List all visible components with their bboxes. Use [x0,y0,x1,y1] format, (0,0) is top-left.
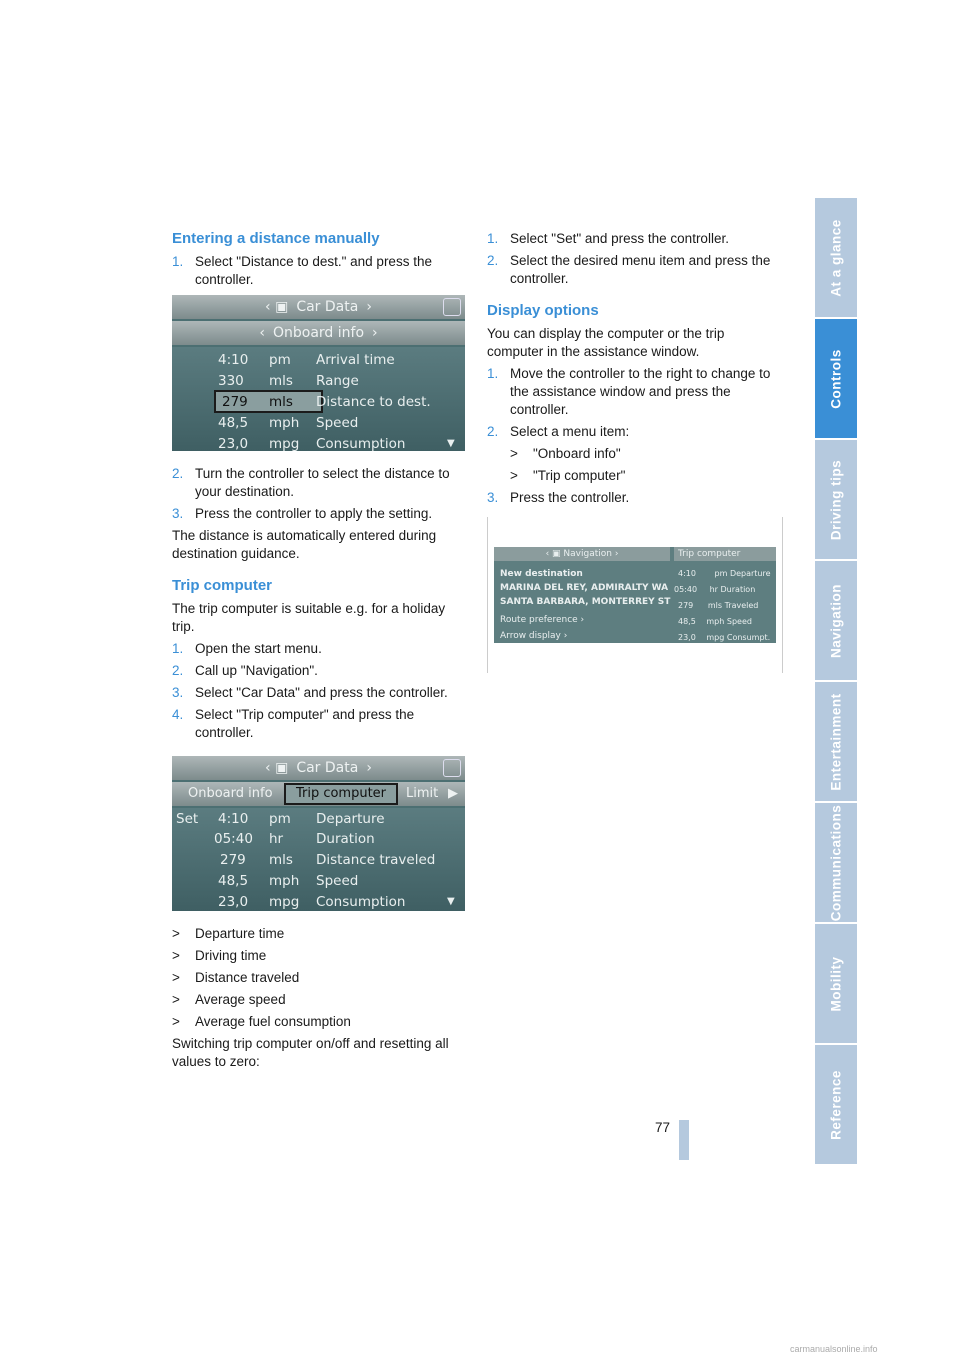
table-row: 05:40 hr Duration [214,831,375,847]
table-row: Set 4:10 pm Departure [176,811,385,827]
table-row: 05:40 hr Duration [674,585,756,594]
tab-controls[interactable]: Controls [815,319,857,438]
list-item: SANTA BARBARA, MONTERREY ST [500,597,671,607]
scroll-down-icon: ▼ [447,438,455,449]
tab-mobility[interactable]: Mobility [815,924,857,1043]
table-row: 279 mls Traveled [678,601,759,610]
screen-header-car-data: ‹ ▣ Car Data › [172,295,465,319]
tab-driving-tips[interactable]: Driving tips [815,440,857,559]
paragraph: You can display the computer or the trip computer in the assistance window. [487,326,725,359]
screen-rows [172,347,465,451]
table-row: 23,0 mpg Consumpt. [678,633,771,642]
left-column [172,230,468,1075]
table-row: 23,0 mpg Consumption ▼ [218,894,455,910]
list-item: MARINA DEL REY, ADMIRALTY WA [500,583,669,593]
bullet-item: > "Onboard info" [510,446,621,461]
screen-inner [494,547,776,643]
bullet-item: > Departure time [172,926,285,941]
page-number: 77 [654,1120,670,1135]
nav-header: ‹ ▣ Navigation › [494,547,670,561]
step: 3. Press the controller to apply the setting. [172,506,433,521]
section-title-distance: Entering a distance manually [172,230,380,247]
step: 1. Select "Distance to dest." and press the controller. [172,254,432,287]
paragraph: The distance is automatically entered during destination guidance. [172,528,437,561]
step: 1. Open the start menu. [172,641,322,656]
list-item: Route preference › [500,615,585,625]
screen-rows [172,808,465,911]
step: 2. Turn the controller to select the distance to your destination. [172,466,450,499]
step: 2. Select a menu item: [487,424,630,439]
step: 1. Move the controller to the right to change to the assistance window and press the controller. [487,366,771,417]
bullet-item: > Average speed [172,992,286,1007]
section-title-display-options: Display options [487,302,599,319]
step: 1. Select "Set" and press the controller. [487,231,729,246]
page-marker [679,1120,689,1160]
bullet-item: > Driving time [172,948,267,963]
trip-rows [674,563,776,643]
bullet-item: > "Trip computer" [510,468,626,483]
screen-assistance-window [487,517,783,673]
footer-watermark: carmanualsonline.info [790,1344,878,1354]
table-row: 48,5 mph Speed [678,617,752,626]
screen-trip-computer [172,756,465,911]
right-column [487,230,781,673]
step: 3. Press the controller. [487,490,630,505]
paragraph: The trip computer is suitable e.g. for a holiday trip. [172,601,446,634]
bullet-item: > Average fuel consumption [172,1014,351,1029]
section-title-trip-computer: Trip computer [172,577,273,594]
screen-header-onboard: ‹ Onboard info › [172,321,465,345]
tab-navigation[interactable]: Navigation [815,561,857,680]
screen-tabs: Onboard info Trip computer Limit ▶ [172,782,465,806]
tab-at-a-glance[interactable]: At a glance [815,198,857,317]
table-row: 4:10 pm Arrival time [218,352,395,368]
step: 4. Select "Trip computer" and press the controller. [172,707,415,740]
screen-onboard-info [172,295,465,451]
table-row: 23,0 mpg Consumption ▼ [218,436,455,451]
arrow-right-icon: ▶ [448,786,458,801]
table-row: 330 mls Range [218,373,359,389]
table-row: 279 mls Distance to dest. [172,392,465,412]
tab-reference[interactable]: Reference [815,1045,857,1164]
trip-header: Trip computer [674,547,776,561]
table-row: 4:10 pm Departure [678,569,771,578]
list-item: Arrow display › [500,631,568,641]
step: 3. Select "Car Data" and press the controller. [172,685,448,700]
paragraph: Switching trip computer on/off and resetting all values to zero: [172,1036,449,1069]
table-row: 279 mls Distance traveled [220,852,436,868]
list-item: New destination [500,569,583,579]
bullet-item: > Distance traveled [172,970,300,985]
screen-header-car-data: ‹ ▣ Car Data › [172,756,465,780]
scroll-down-icon: ▼ [447,896,455,907]
table-row: 48,5 mph Speed [218,415,359,431]
menu-icon [443,298,461,316]
tab-entertainment[interactable]: Entertainment [815,682,857,801]
table-row: 48,5 mph Speed [218,873,359,889]
step: 2. Select the desired menu item and press the controller. [487,253,771,286]
step: 2. Call up "Navigation". [172,663,318,678]
menu-icon [443,759,461,777]
tab-communications[interactable]: Communications [815,803,857,922]
